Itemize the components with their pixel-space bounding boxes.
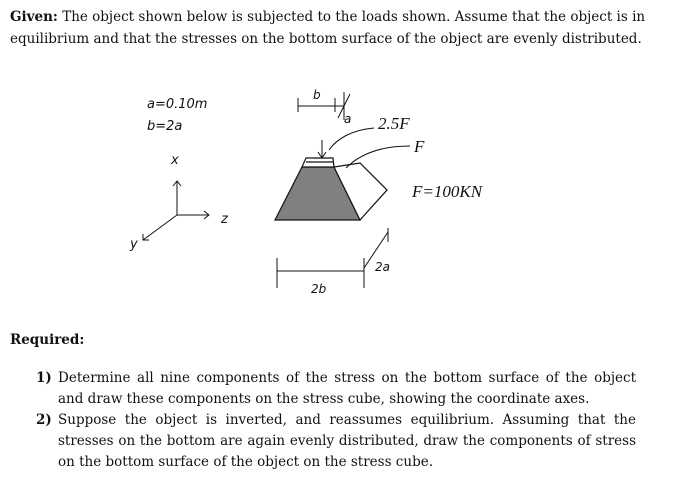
given-text: The object shown below is subjected to the loads shown. Assume that the object is in equilibrium and that the stresses on the bottom surface of the object are evenly distributed. xyxy=(10,9,646,47)
axis-y-label: y xyxy=(130,237,138,252)
coordinate-axes xyxy=(143,181,209,240)
dimension-b-label: b xyxy=(313,88,321,102)
required-item-text: Determine all nine components of the stress on the bottom surface of the object and draw these components on the stress cube, showing the coordinate axes. xyxy=(58,370,636,407)
object-frustum xyxy=(275,158,387,220)
load-2-5F-label: 2.5F xyxy=(378,114,410,133)
load-F-label: F xyxy=(414,137,425,156)
required-list xyxy=(36,368,636,473)
required-heading: Required: xyxy=(10,332,85,348)
dimension-b-top xyxy=(298,92,350,120)
force-value-label: F=100KN xyxy=(412,182,483,201)
required-item-number: 2) xyxy=(36,412,52,428)
dimension-a-label: a xyxy=(344,112,352,126)
param-b-label: b=2a xyxy=(147,119,183,134)
required-item xyxy=(36,368,636,410)
dimension-2b-label: 2b xyxy=(311,282,327,296)
given-label: Given: xyxy=(10,9,58,25)
axis-z-label: z xyxy=(221,212,228,227)
leader-2-5F xyxy=(329,128,374,150)
required-item xyxy=(36,410,636,473)
dimension-2a-label: 2a xyxy=(375,260,390,274)
y-axis-line xyxy=(143,215,177,240)
required-item-number: 1) xyxy=(36,370,52,386)
axis-x-label: x xyxy=(171,153,179,168)
required-item-text: Suppose the object is inverted, and reassumes equilibrium. Assuming that the stresses on the bottom are again evenly distributed, draw the components of stress on the bottom surface of the object on the stress cube. xyxy=(58,412,636,470)
param-a-label: a=0.10m xyxy=(147,97,208,112)
